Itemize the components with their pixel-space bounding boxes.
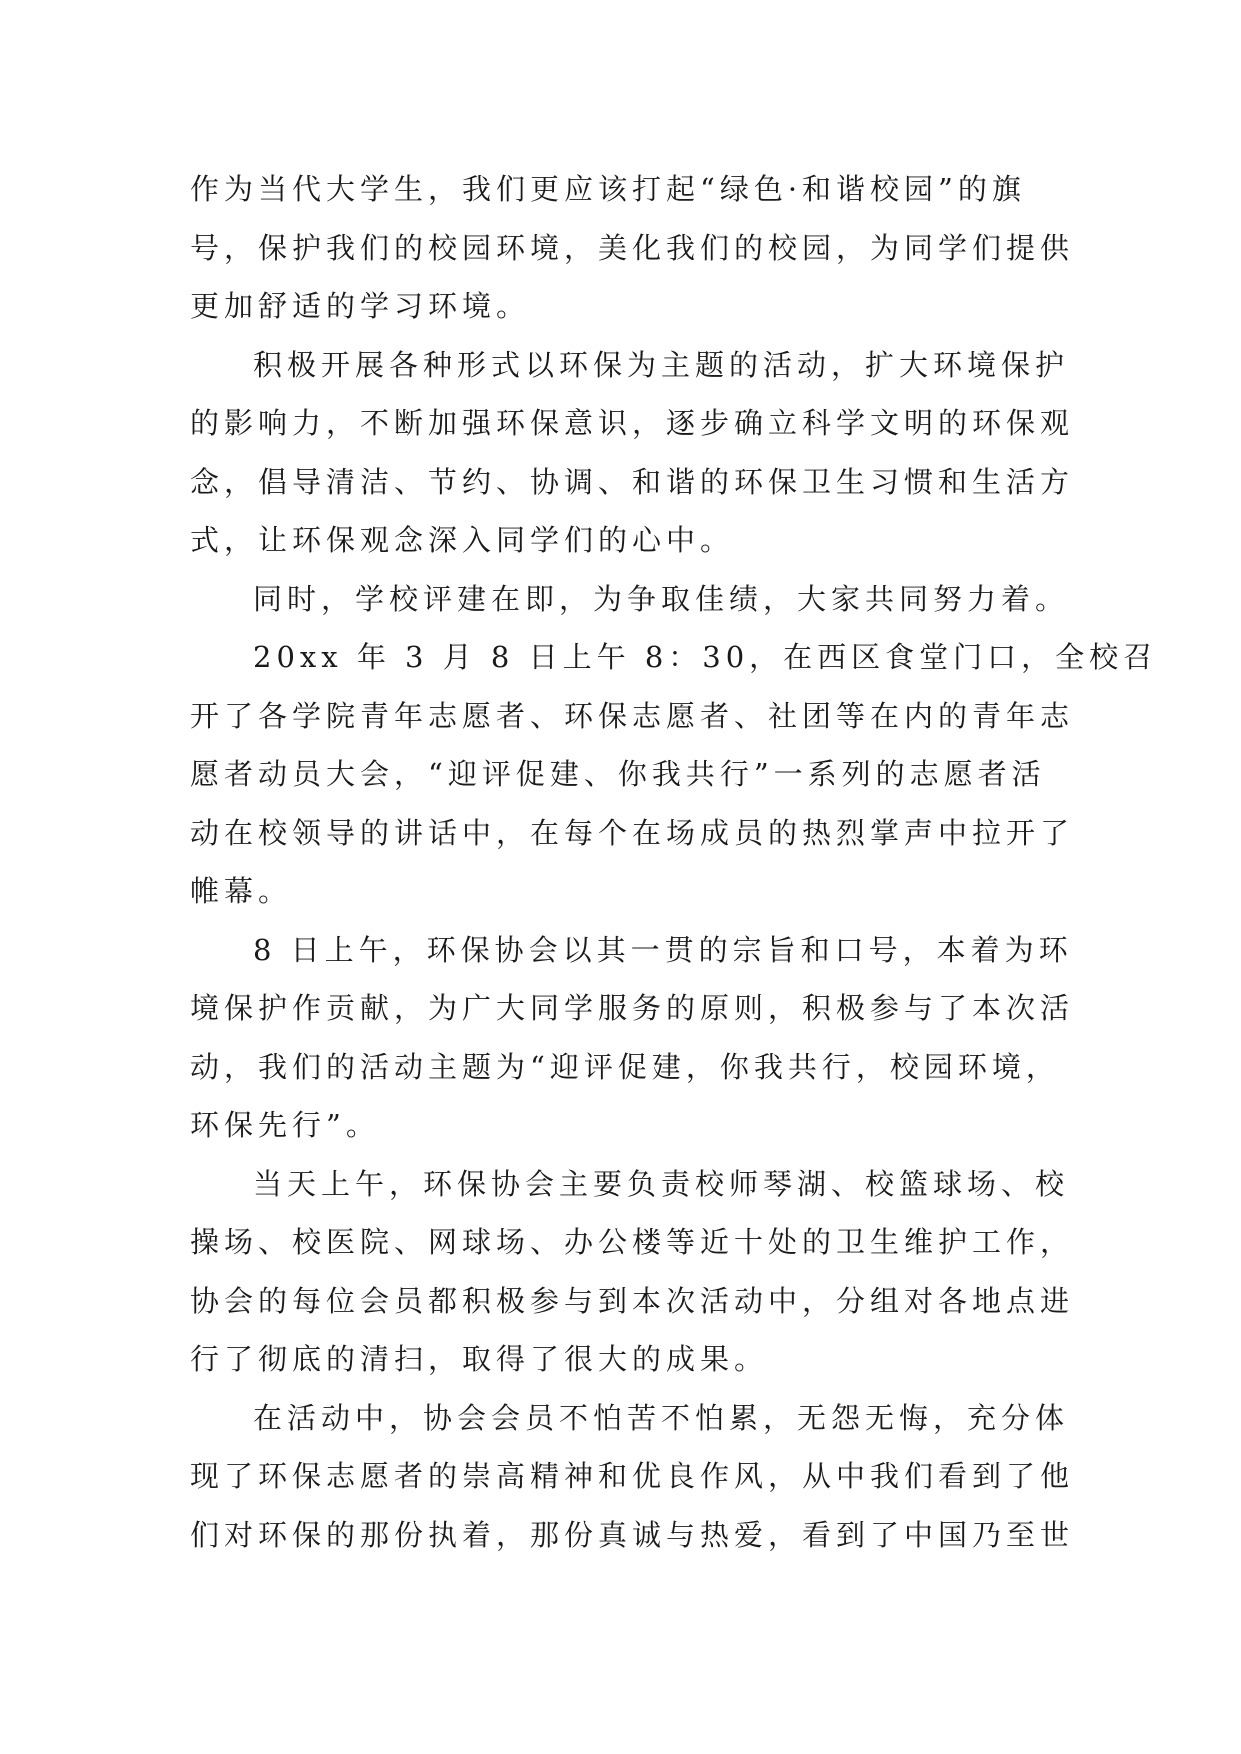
- text-line: 环保先行”。: [190, 1108, 380, 1142]
- text-line: 动，我们的活动主题为“迎评促建，你我共行，校园环境，: [190, 1049, 1060, 1084]
- paragraph: [190, 921, 1075, 1155]
- text-line: 愿者动员大会，“迎评促建、你我共行”一系列的志愿者活: [190, 757, 1046, 791]
- text-line: 动在校领导的讲话中，在每个在场成员的热烈掌声中拉开了: [190, 815, 1075, 850]
- text-line: 协会的每位会员都积极参与到本次活动中，分组对各地点进: [190, 1283, 1075, 1318]
- paragraph: [190, 336, 1075, 570]
- text-line: 行了彻底的清扫，取得了很大的成果。: [190, 1342, 769, 1376]
- document-body: [190, 160, 1158, 1564]
- text-line: 当天上午，环保协会主要负责校师琴湖、校篮球场、校: [253, 1166, 1070, 1201]
- text-line: 在活动中，协会会员不怕苦不怕累，无怨无悔，充分体: [253, 1400, 1070, 1435]
- paragraph: [190, 1389, 1075, 1565]
- text-line: 们对环保的那份执着，那份真诚与热爱，看到了中国乃至世: [190, 1517, 1075, 1552]
- text-line: 式，让环保观念深入同学们的心中。: [190, 523, 735, 557]
- text-line: 20xx 年 3 月 8 日上午 8：30，在西区食堂门口，全校召: [253, 640, 1158, 674]
- paragraph: [190, 628, 1158, 921]
- text-line: 的影响力，不断加强环保意识，逐步确立科学文明的环保观: [190, 406, 1075, 440]
- text-line: 帷幕。: [190, 874, 293, 908]
- text-line: 8 日上午，环保协会以其一贯的宗旨和口号，本着为环: [253, 932, 1073, 967]
- text-line: 作为当代大学生，我们更应该打起“绿色·和谐校园”的旗: [190, 172, 1026, 206]
- text-line: 开了各学院青年志愿者、环保志愿者、社团等在内的青年志: [190, 698, 1075, 733]
- paragraph: [190, 1155, 1075, 1389]
- text-line: 同时，学校评建在即，为争取佳绩，大家共同努力着。: [253, 581, 1070, 616]
- text-line: 操场、校医院、网球场、办公楼等近十处的卫生维护工作，: [190, 1225, 1075, 1259]
- text-line: 积极开展各种形式以环保为主题的活动，扩大环境保护: [253, 347, 1070, 382]
- text-line: 号，保护我们的校园环境，美化我们的校园，为同学们提供: [190, 230, 1075, 265]
- text-line: 现了环保志愿者的崇高精神和优良作风，从中我们看到了他: [190, 1459, 1075, 1493]
- text-line: 更加舒适的学习环境。: [190, 289, 531, 323]
- text-line: 念，倡导清洁、节约、协调、和谐的环保卫生习惯和生活方: [190, 464, 1075, 499]
- text-line: 境保护作贡献，为广大同学服务的原则，积极参与了本次活: [190, 991, 1075, 1025]
- paragraph: [190, 570, 1070, 629]
- paragraph: [190, 160, 1075, 336]
